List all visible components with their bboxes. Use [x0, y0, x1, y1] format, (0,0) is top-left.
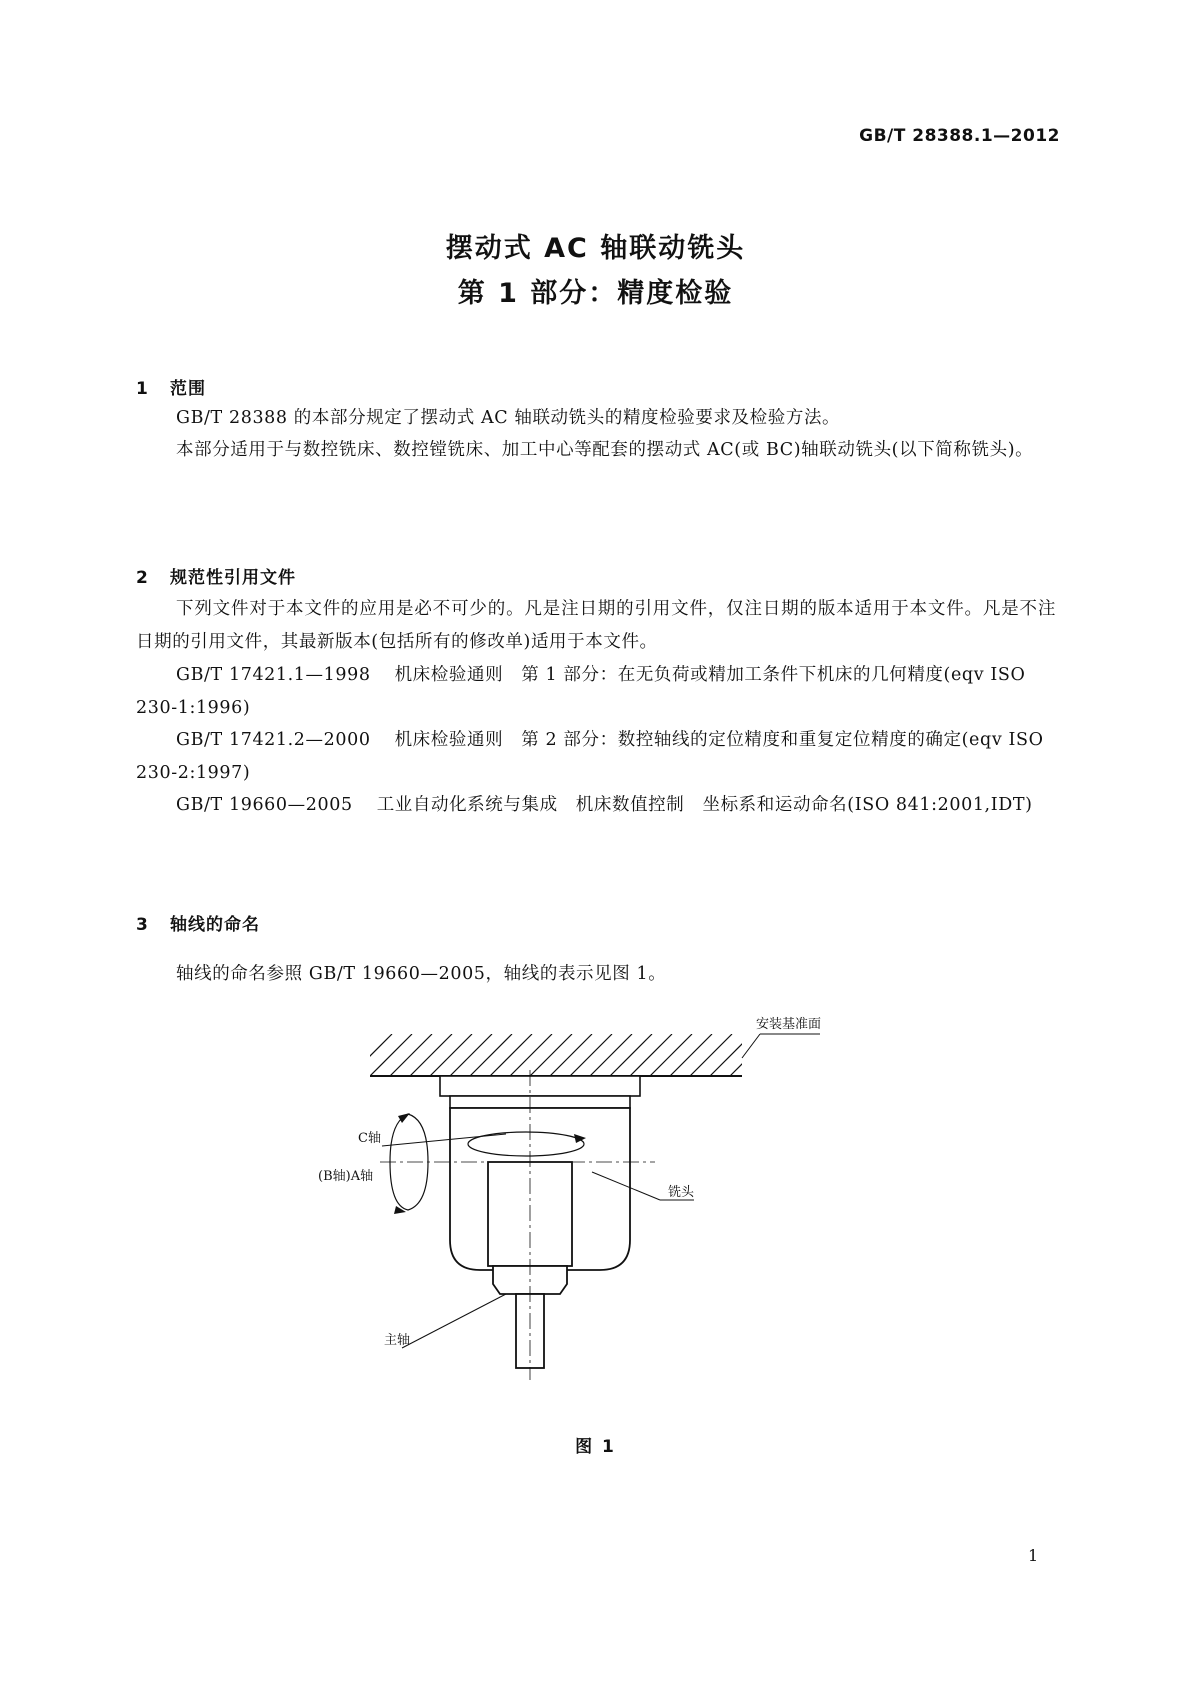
reference-title: 工业自动化系统与集成 机床数值控制 坐标系和运动命名(ISO 841:2001,IDT): [376, 795, 1033, 815]
reference-title: 机床检验通则 第 1 部分：在无负荷或精加工条件下机床的几何精度(eqv ISO 230-1:1996): [136, 665, 1026, 718]
section-number: 2: [136, 568, 149, 588]
reference-code: GB/T 19660—2005: [176, 795, 353, 815]
section-heading-axis-naming: [136, 910, 260, 935]
flange-ring: [450, 1096, 630, 1108]
section-number: 3: [136, 915, 149, 935]
label-c-axis: C轴: [358, 1131, 381, 1146]
a-axis-arrowhead-top: [398, 1113, 410, 1123]
reference-code: GB/T 17421.1—1998: [176, 665, 371, 685]
section-title: 规范性引用文件: [170, 568, 296, 588]
spindle-shaft: [516, 1294, 544, 1368]
section-heading-normative-references: [136, 563, 296, 588]
label-mounting-surface: 安装基准面: [756, 1017, 822, 1032]
standard-code: GB/T 28388.1—2012: [859, 126, 1060, 146]
label-spindle: 主轴: [384, 1333, 411, 1348]
paragraph: 下列文件对于本文件的应用是必不可少的。凡是注日期的引用文件，仅注日期的版本适用于本文件。凡是不注日期的引用文件，其最新版本(包括所有的修改单)适用于本文件。: [136, 599, 1056, 652]
reference-item: [136, 724, 1056, 789]
section-title: 范围: [170, 379, 206, 399]
document-title: 摆动式 AC 轴联动铣头: [445, 233, 746, 264]
leader-mounting: [742, 1034, 760, 1058]
document-subtitle: 第 1 部分：精度检验: [457, 278, 734, 309]
section-title: 轴线的命名: [170, 915, 260, 935]
reference-item: [136, 789, 1056, 822]
reference-title: 机床检验通则 第 2 部分：数控轴线的定位精度和重复定位精度的确定(eqv ISO 230-2:1997): [136, 730, 1044, 783]
paragraph: 本部分适用于与数控铣床、数控镗铣床、加工中心等配套的摆动式 AC(或 BC)轴联动铣头(以下简称铣头)。: [176, 440, 1034, 460]
a-axis-arrowhead-bottom: [394, 1206, 406, 1214]
flange-plate: [440, 1076, 640, 1096]
milling-head-diagram: [318, 1010, 890, 1410]
section-number: 1: [136, 379, 149, 399]
paragraph: 轴线的命名参照 GB/T 19660—2005，轴线的表示见图 1。: [176, 964, 667, 984]
hatch-pattern: [350, 1034, 772, 1076]
section-heading-scope: [136, 374, 206, 399]
label-a-axis: (B轴)A轴: [318, 1169, 374, 1184]
label-milling-head: 铣头: [668, 1185, 695, 1200]
reference-code: GB/T 17421.2—2000: [176, 730, 371, 750]
figure-caption: 图 1: [575, 1437, 616, 1457]
reference-item: [136, 659, 1056, 724]
page-number: 1: [1028, 1546, 1039, 1565]
paragraph: GB/T 28388 的本部分规定了摆动式 AC 轴联动铣头的精度检验要求及检验方法。: [176, 408, 841, 428]
leader-spindle: [402, 1294, 506, 1348]
